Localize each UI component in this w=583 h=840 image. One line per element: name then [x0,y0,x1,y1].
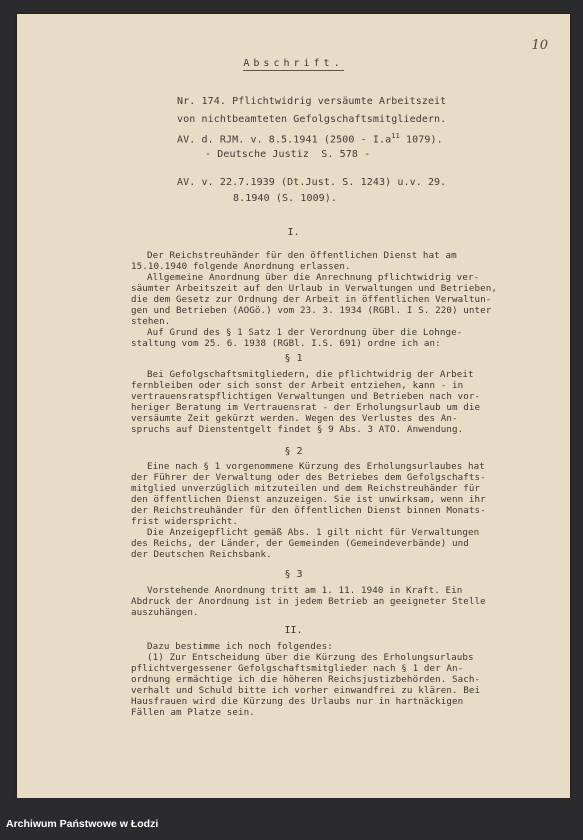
body-line: Fällen am Platze sein. [131,707,255,718]
body-line: Vorstehende Anordnung tritt am 1. 11. 1940 in Kraft. Ein [147,585,463,596]
body-line: Allgemeine Anordnung über die Anrechnung pflichtwidrig ver- [147,272,480,283]
section-heading-2: II. [284,625,303,636]
body-line: Hausfrauen wird die Kürzung des Urlaubs nur in hartnäckigen [131,696,464,707]
body-line: verhalt und Schuld bitte ich vorher einwandfrei zu klären. Bei [131,685,481,696]
body-line: der Deutschen Reichsbank. [131,549,272,560]
header-line: von nichtbeamteten Gefolgschaftsmitgliedern. [177,114,447,125]
body-line: mitglied unverzüglich mitzuteilen und dem Reichstreuhänder für [131,483,481,494]
body-line: vertrauensratspflichtigen Verwaltungen und Betrieben nach vor- [131,391,481,402]
body-line: pflichtvergessener Gefolgschaftsmitglieder nach § 1 der An- [131,663,464,674]
body-line: gen und Betrieben (AOGö.) vom 23. 3. 1934 (RGBl. I S. 220) unter [131,305,492,316]
body-line: frist widerspricht. [131,516,238,527]
body-line: stehen. [131,316,171,327]
paragraph-heading-2: § 2 [284,446,303,457]
body-line: der Führer der Verwaltung oder des Betriebes dem Gefolgschafts- [131,472,486,483]
archive-name: Archiwum Państwowe w Łodzi [6,818,159,830]
section-heading-1: I. [287,227,300,238]
body-line: der Reichstreuhänder für den öffentlichen Dienst binnen Monats- [131,505,486,516]
body-line: ordnung ermächtige ich die höheren Reichsjustizbehörden. Sach- [131,674,481,685]
header-line: 8.1940 (S. 1009). [233,193,338,204]
body-line: spruchs auf Dienstentgelt findet § 9 Abs. 3 ATO. Anwendung. [131,424,464,435]
body-line: (1) Zur Entscheidung über die Kürzung des Erholungsurlaubs [147,652,474,663]
body-line: Abdruck der Anordnung ist in jedem Betrieb an geeigneter Stelle [131,596,486,607]
header-superscript: 11 [391,132,400,140]
paragraph-heading-3: § 3 [284,569,303,580]
body-line: 15.10.1940 folgende Anordnung erlassen. [131,261,351,272]
body-line: fernbleiben oder sich sonst der Arbeit entziehen, kann - in [131,380,464,391]
body-line: säumter Arbeitszeit auf den Urlaub in Verwaltungen und Betrieben, [131,283,498,294]
body-line: die dem Gesetz zur Ordnung der Arbeit in öffentlichen Verwaltun- [131,294,492,305]
document-title [17,58,570,69]
body-line: versäumte Zeit gekürzt werden. Wegen des Verlustes des An- [131,413,458,424]
header-line: Nr. 174. Pflichtwidrig versäumte Arbeitszeit [177,96,447,107]
header-line-tail: 1079). [399,134,443,146]
page-number: 10 [531,38,548,53]
body-line: Der Reichstreuhänder für den öffentlichen Dienst hat am [147,250,457,261]
archive-footer [0,798,583,840]
paragraph-heading-1: § 1 [284,353,303,364]
header-line: AV. v. 22.7.1939 (Dt.Just. S. 1243) u.v. 29. [177,177,447,188]
body-line: staltung vom 25. 6. 1938 (RGBl. I.S. 691) ordne ich an: [131,338,441,349]
body-line: auszuhängen. [131,607,199,618]
document-title-text: Abschrift. [243,58,344,69]
body-line: Eine nach § 1 vorgenommene Kürzung des Erholungsurlaubes hat [147,461,485,472]
header-line: AV. d. RJM. v. 8.5.1941 (2500 - I.a [177,134,392,146]
body-line: des Reichs, der Länder, der Gemeinden (Gemeindeverbände) und [131,538,469,549]
body-line: Dazu bestimme ich noch folgendes: [147,641,333,652]
body-line: Auf Grund des § 1 Satz 1 der Verordnung über die Lohnge- [147,327,463,338]
document-page [17,14,570,798]
header-line: - Deutsche Justiz S. 578 - [205,149,371,160]
body-line: heriger Beratung im Vertrauensrat - der Erholungsurlaub um die [131,402,481,413]
header-line-ref [177,131,443,145]
body-line: den öffentlichen Dienst anzuzeigen. Sie ist unwirksam, wenn ihr [131,494,486,505]
body-line: Bei Gefolgschaftsmitgliedern, die pflichtwidrig der Arbeit [147,369,474,380]
body-line: Die Anzeigepflicht gemäß Abs. 1 gilt nicht für Verwaltungen [147,527,480,538]
